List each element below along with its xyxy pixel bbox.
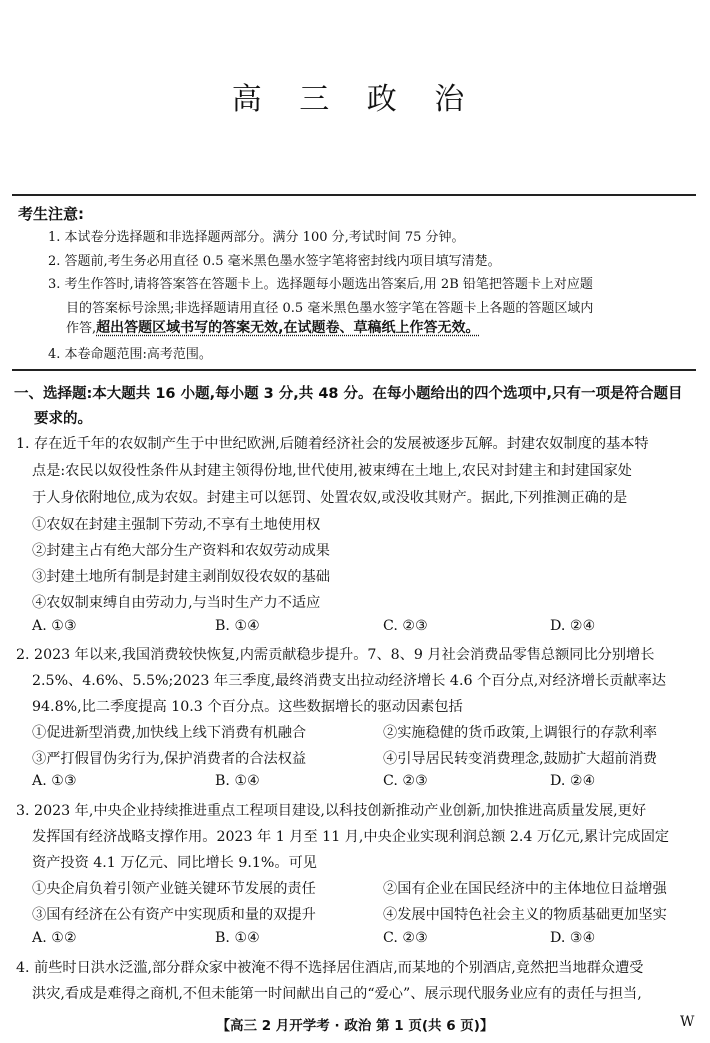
- q1-item-3: ③封建土地所有制是封建主剥削奴役农奴的基础: [32, 569, 330, 585]
- page-title: 高 三 政 治: [231, 82, 479, 117]
- notice-line-3: 3. 考生作答时,请将答案答在答题卡上。选择题每小题选出答案后,用 2B 铅笔把答题卡上对应题: [48, 277, 593, 292]
- q3-choice-d: D. ③④: [550, 930, 596, 946]
- q3-choice-a: A. ①②: [32, 930, 77, 946]
- q3-stem-2: 发挥国有经济战略支撑作用。2023 年 1 月至 11 月,中央企业实现利润总额 2.4 万亿元,累计完成固定: [32, 829, 670, 845]
- q1-stem-3: 于人身依附地位,成为农奴。封建主可以惩罚、处置农奴,或没收其财产。据此,下列推测正确的是: [32, 490, 628, 506]
- notice-heading: 考生注意:: [18, 205, 84, 223]
- q4-stem-1: 4. 前些时日洪水泛滥,部分群众家中被淹不得不选择居住酒店,而某地的个别酒店,竟然把当地群众遭受: [16, 960, 644, 976]
- q2-choice-a: A. ①③: [32, 773, 77, 789]
- q2-choice-d: D. ②④: [550, 773, 596, 789]
- q1-choice-a: A. ①③: [32, 618, 77, 634]
- q4-stem-2: 洪灾,看成是难得之商机,不但未能第一时间献出自己的“爱心”、展示现代服务业应有的责任与担当,: [32, 986, 642, 1002]
- notice-line-2: 2. 答题前,考生务必用直径 0.5 毫米黑色墨水签字笔将密封线内项目填写清楚。: [48, 254, 501, 269]
- q3-item-1: ①央企肩负着引领产业链关键环节发展的责任: [32, 881, 316, 897]
- q1-item-4: ④农奴制束缚自由劳动力,与当时生产力不适应: [32, 595, 321, 611]
- q3-choice-c: C. ②③: [383, 930, 428, 946]
- q3-item-3: ③国有经济在公有资产中实现质和量的双提升: [32, 907, 316, 923]
- q3-stem-3: 资产投资 4.1 万亿元、同比增长 9.1%。可见: [32, 855, 317, 871]
- q3-stem-1: 3. 2023 年,中央企业持续推进重点工程项目建设,以科技创新推动产业创新,加快推进高质量发展,更好: [16, 803, 647, 819]
- notice-line-4: 4. 本卷命题范围:高考范围。: [48, 347, 212, 362]
- q1-stem-2: 点是:农民以奴役性条件从封建主领得份地,世代使用,被束缚在土地上,农民对封建主和封建国家处: [32, 463, 632, 479]
- bottom-divider: [12, 369, 696, 371]
- q2-item-3: ③严打假冒伪劣行为,保护消费者的合法权益: [32, 751, 307, 767]
- q1-choice-c: C. ②③: [383, 618, 428, 634]
- q1-choice-b: B. ①④: [215, 618, 260, 634]
- notice-line-3-cont: 目的答案标号涂黑;非选择题请用直径 0.5 毫米黑色墨水签字笔在答题卡上各题的答题区域内: [66, 301, 594, 316]
- q3-item-4: ④发展中国特色社会主义的物质基础更加坚实: [383, 907, 667, 923]
- top-divider: [12, 194, 696, 196]
- q2-item-2: ②实施稳健的货币政策,上调银行的存款利率: [383, 725, 658, 741]
- section-heading: 一、选择题:本大题共 16 小题,每小题 3 分,共 48 分。在每小题给出的四个选项中,只有一项是符合题目: [14, 386, 683, 402]
- q1-item-2: ②封建主占有绝大部分生产资料和农奴劳动成果: [32, 543, 330, 559]
- q2-choice-c: C. ②③: [383, 773, 428, 789]
- notice-line-3-end: [66, 317, 479, 337]
- q1-item-1: ①农奴在封建主强制下劳动,不享有土地使用权: [32, 517, 321, 533]
- footer-mark: W: [680, 1014, 695, 1030]
- notice-emphasis: 超出答题区域书写的答案无效,在试题卷、草稿纸上作答无效。: [96, 320, 480, 336]
- notice-answer-text: 作答,: [66, 321, 97, 336]
- q2-stem-3: 94.8%,比二季度提高 10.3 个百分点。这些数据增长的驱动因素包括: [32, 699, 463, 715]
- q2-choice-b: B. ①④: [215, 773, 260, 789]
- q1-choice-d: D. ②④: [550, 618, 596, 634]
- q2-stem-2: 2.5%、4.6%、5.5%;2023 年三季度,最终消费支出拉动经济增长 4.6 个百分点,对经济增长贡献率达: [32, 673, 666, 689]
- q3-choice-b: B. ①④: [215, 930, 260, 946]
- q2-stem-1: 2. 2023 年以来,我国消费较快恢复,内需贡献稳步提升。7、8、9 月社会消费品零售总额同比分别增长: [16, 647, 655, 663]
- q2-item-1: ①促进新型消费,加快线上线下消费有机融合: [32, 725, 307, 741]
- page-footer: 【高三 2 月开学考 · 政治 第 1 页(共 6 页)】: [216, 1018, 494, 1034]
- q2-item-4: ④引导居民转变消费理念,鼓励扩大超前消费: [383, 751, 658, 767]
- notice-line-1: 1. 本试卷分选择题和非选择题两部分。满分 100 分,考试时间 75 分钟。: [48, 230, 465, 245]
- section-heading-cont: 要求的。: [34, 411, 92, 427]
- q3-item-2: ②国有企业在国民经济中的主体地位日益增强: [383, 881, 667, 897]
- q1-stem-1: 1. 存在近千年的农奴制产生于中世纪欧洲,后随着经济社会的发展被逐步瓦解。封建农奴制度的基本特: [16, 436, 649, 452]
